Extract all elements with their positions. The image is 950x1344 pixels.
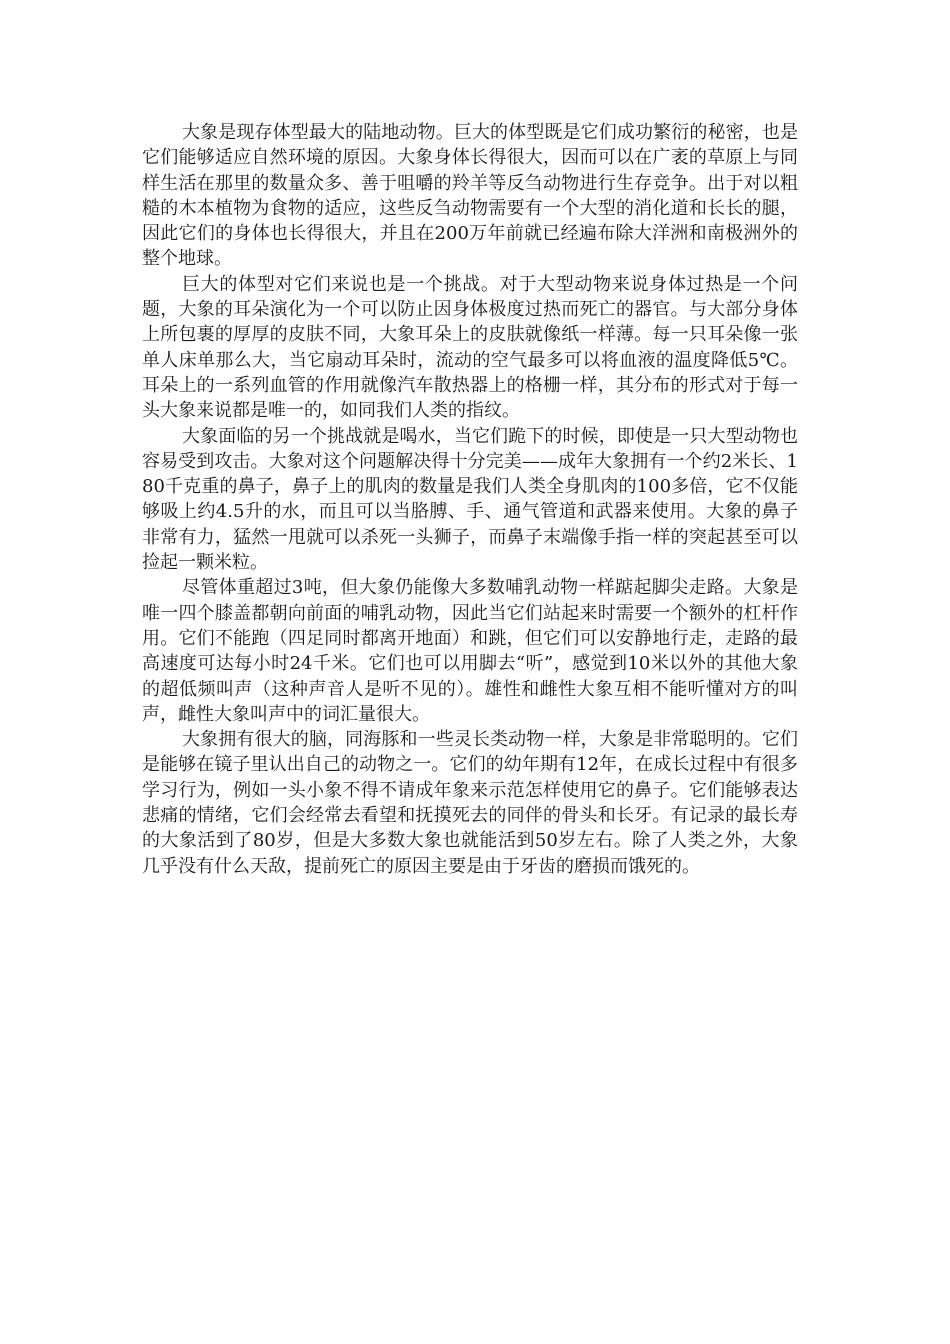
paragraph-2: 巨大的体型对它们来说也是一个挑战。对于大型动物来说身体过热是一个问题，大象的耳朵演化为一个可以防止因身体极度过热而死亡的器官。与大部分身体上所包裹的厚厚的皮肤不同，大象耳朵上的皮肤就像纸一样薄。每一只耳朵像一张单人床单那么大，当它扇动耳朵时，流动的空气最多可以将血液的温度降低5℃。耳朵上的一系列血管的作用就像汽车散热器上的格栅一样，其分布的形式对于每一头大象来说都是唯一的，如同我们人类的指纹。	[142, 273, 798, 422]
paragraph-1: 大象是现存体型最大的陆地动物。巨大的体型既是它们成功繁衍的秘密，也是它们能够适应自然环境的原因。大象身体长得很大，因而可以在广袤的草原上与同样生活在那里的数量众多、善于咀嚼的羚羊等反刍动物进行生存竞争。出于对以粗糙的木本植物为食物的适应，这些反刍动物需要有一个大型的消化道和长长的腿，因此它们的身体也长得很大，并且在200万年前就已经遍布除大洋洲和南极洲外的整个地球。	[142, 122, 798, 270]
article-body	[142, 120, 798, 879]
paragraph-3: 大象面临的另一个挑战就是喝水，当它们跪下的时候，即使是一只大型动物也容易受到攻击。大象对这个问题解决得十分完美——成年大象拥有一个约2米长、180千克重的鼻子，鼻子上的肌肉的数量是我们人类全身肌肉的100多倍，它不仅能够吸上约4.5升的水，而且可以当胳膊、手、通气管道和武器来使用。大象的鼻子非常有力，猛然一甩就可以杀死一头狮子，而鼻子末端像手指一样的突起甚至可以捡起一颗米粒。	[142, 425, 798, 574]
paragraph-5: 大象拥有很大的脑，同海豚和一些灵长类动物一样，大象是非常聪明的。它们是能够在镜子里认出自己的动物之一。它们的幼年期有12年，在成长过程中有很多学习行为，例如一头小象不得不请成年象来示范怎样使用它的鼻子。它们能够表达悲痛的情绪，它们会经常去看望和抚摸死去的同伴的骨头和长牙。有记录的最长寿的大象活到了80岁，但是大多数大象也就能活到50岁左右。除了人类之外，大象几乎没有什么天敌，提前死亡的原因主要是由于牙齿的磨损而饿死的。	[142, 729, 798, 877]
paragraph-4: 尽管体重超过3吨，但大象仍能像大多数哺乳动物一样踮起脚尖走路。大象是唯一四个膝盖都朝向前面的哺乳动物，因此当它们站起来时需要一个额外的杠杆作用。它们不能跑（四足同时都离开地面）和跳，但它们可以安静地行走，走路的最高速度可达每小时24千米。它们也可以用脚去“听”，感觉到10米以外的其他大象的超低频叫声（这种声音人是听不见的）。雄性和雌性大象互相不能听懂对方的叫声，雌性大象叫声中的词汇量很大。	[142, 577, 798, 725]
